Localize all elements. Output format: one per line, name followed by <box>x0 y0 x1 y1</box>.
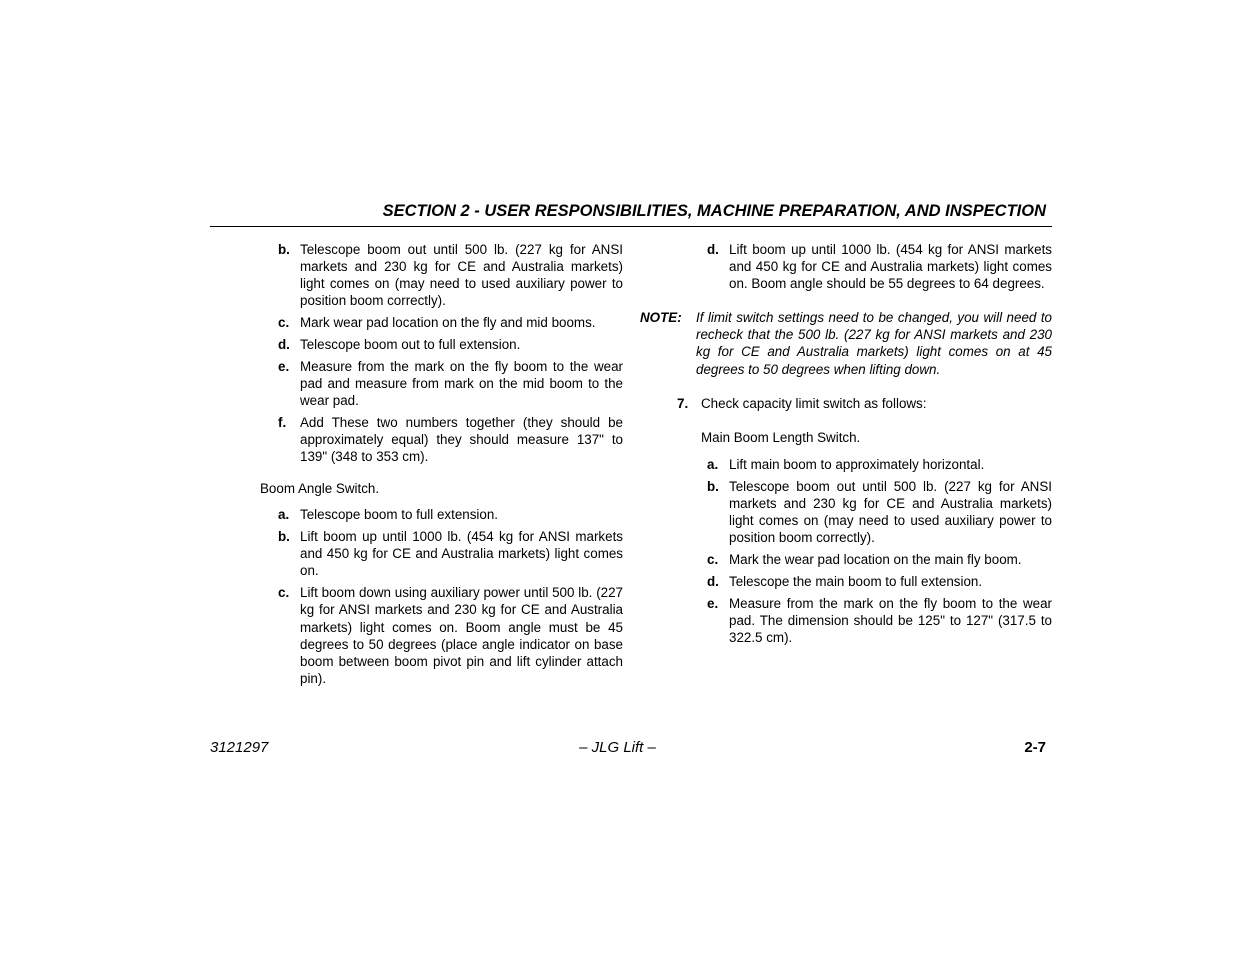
item-label: b. <box>278 529 290 545</box>
main-boom-length-switch-heading: Main Boom Length Switch. <box>701 429 861 445</box>
list-item <box>640 456 1052 473</box>
step-text: Check capacity limit switch as follows: <box>701 395 927 411</box>
item-label: d. <box>707 242 719 257</box>
item-text: Measure from the mark on the fly boom to the wear pad. The dimension should be 125" to 127" (317.5 to 322.5 cm). <box>729 595 1052 645</box>
item-text: Telescope boom out to full extension. <box>300 337 521 353</box>
left-column <box>260 241 623 692</box>
list-item <box>640 595 1052 646</box>
section-title: SECTION 2 - USER RESPONSIBILITIES, MACHINE PREPARATION, AND INSPECTION <box>382 202 1046 220</box>
list-item <box>260 241 623 309</box>
note-label: NOTE: <box>640 310 682 326</box>
footer-doc-number: 3121297 <box>210 739 269 756</box>
item-text: Telescope boom out until 500 lb. (227 kg for ANSI markets and 230 kg for CE and Australia markets) light comes on (may need to used auxiliary power to position boom correctly). <box>300 242 623 309</box>
footer-page-number: 2-7 <box>1024 739 1046 756</box>
list-item <box>260 414 623 465</box>
item-text: Add These two numbers together (they should be approximately equal) they should measure 137" to 139" (348 to 353 cm). <box>300 415 623 465</box>
item-text: Telescope the main boom to full extension. <box>729 573 983 589</box>
item-text: Mark the wear pad location on the main fly boom. <box>729 551 1022 567</box>
item-label: a. <box>278 507 290 523</box>
item-label: e. <box>278 358 290 374</box>
footer-publisher: – JLG Lift – <box>579 739 656 756</box>
list-item <box>640 478 1052 546</box>
item-text: Measure from the mark on the fly boom to the wear pad and measure from mark on the mid boom to the wear pad. <box>300 358 623 409</box>
item-label: a. <box>707 456 719 472</box>
list-item <box>260 528 623 579</box>
list-item <box>640 551 1052 568</box>
item-text: Lift main boom to approximately horizontal. <box>729 456 985 472</box>
note-text: If limit switch settings need to be changed, you will need to recheck that the 500 lb. (227 kg for ANSI markets and 230 kg for CE and Australia markets) light comes on at 45 degrees to 50 degrees when lifting down. <box>696 310 1052 377</box>
list-item <box>260 358 623 409</box>
item-text: Mark wear pad location on the fly and mid booms. <box>300 315 596 331</box>
item-label: c. <box>278 315 290 331</box>
list-item <box>260 314 623 331</box>
item-text: Lift boom up until 1000 lb. (454 kg for ANSI markets and 450 kg for CE and Australia markets) light comes on. Boom angle should be 55 degrees to 64 degrees. <box>729 242 1052 292</box>
item-text: Lift boom down using auxiliary power until 500 lb. (227 kg for ANSI markets and 230 kg for CE and Australia markets) light comes on. Boom angle must be 45 degrees to 50 degrees (place angle indicator on base boom between boom pivot pin and lift cylinder attach pin). <box>300 585 623 686</box>
item-text: Telescope boom to full extension. <box>300 507 499 523</box>
boom-angle-switch-heading: Boom Angle Switch. <box>260 481 380 497</box>
item-text: Lift boom up until 1000 lb. (454 kg for ANSI markets and 450 kg for CE and Australia markets) light comes on. <box>300 529 623 579</box>
list-item <box>260 336 623 353</box>
list-item <box>640 573 1052 590</box>
item-label: d. <box>278 337 290 353</box>
item-label: b. <box>278 242 290 257</box>
item-label: f. <box>278 415 287 431</box>
item-text: Telescope boom out until 500 lb. (227 kg for ANSI markets and 230 kg for CE and Australia markets) light comes on (may need to used auxiliary power to position boom correctly). <box>729 478 1052 546</box>
list-item <box>640 241 1052 292</box>
item-label: d. <box>707 573 719 589</box>
header-divider <box>210 226 1052 227</box>
item-label: c. <box>707 551 719 567</box>
step-item <box>640 395 1052 412</box>
item-label: e. <box>707 595 719 611</box>
item-label: c. <box>278 585 290 601</box>
item-label: b. <box>707 478 719 494</box>
right-column <box>640 241 1052 651</box>
note-block <box>640 309 1052 377</box>
list-item <box>260 584 623 687</box>
step-label: 7. <box>677 395 689 411</box>
list-item <box>260 506 623 523</box>
